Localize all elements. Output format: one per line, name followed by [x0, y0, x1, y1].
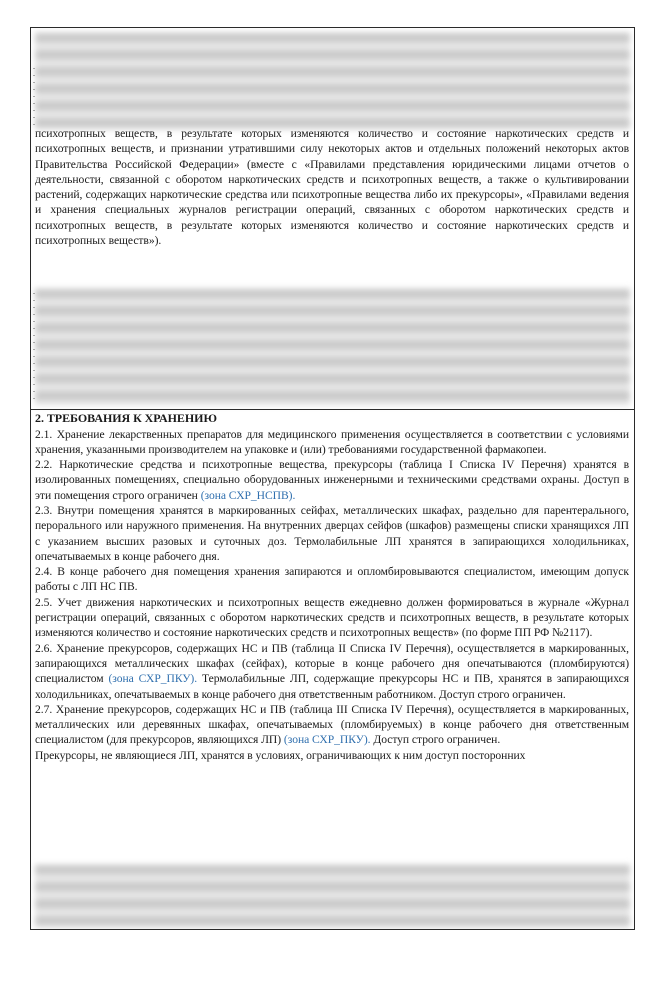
trailing-paragraph: Прекурсоры, не являющиеся ЛП, хранятся в условиях, ограничивающих к ним доступ посторонних: [35, 748, 526, 762]
clause-text-continued: Доступ строго ограничен.: [370, 733, 501, 747]
clause-number: 2.2.: [35, 458, 53, 472]
section-divider: [31, 409, 634, 410]
clause-text: Хранение лекарственных препаратов для медицинского применения осуществляется в соответствии с условиями хранения, указанными производителем на упаковке и (или) требованиями государственной фармакопеи.: [35, 427, 629, 456]
clause-number: 2.7.: [35, 702, 53, 716]
clause-number: 2.6.: [35, 641, 53, 655]
clause-text: Наркотические средства и психотропные вещества, прекурсоры (таблица I Списка IV Перечня) хранятся в изолированных помещениях, специально оборудованных инженерными и техническими средствами охраны. Доступ в эти помещения строго ограничен: [35, 458, 629, 502]
clause-number: 2.5.: [35, 595, 53, 609]
clause-2-1: [35, 427, 629, 458]
clause-2-3: [35, 503, 629, 564]
clause-2-7: [35, 702, 629, 748]
redacted-block-bottom: [35, 864, 630, 928]
clause-text: Хранение прекурсоров, содержащих НС и ПВ (таблица III Списка IV Перечня), осуществляется в маркированных, металлических или деревянных шкафах, опечатываемых (пломбируемых) в конце рабочего дня ответственным специалистом (для прекурсоров, являющихся ЛП): [35, 702, 629, 747]
clause-text: В конце рабочего дня помещения хранения запираются и опломбировываются специалистом, имеющим допуск работы с ЛП НС ПВ.: [35, 565, 629, 594]
clause-text: Хранение прекурсоров, содержащих НС и ПВ (таблица II Списка IV Перечня), осуществляется в маркированных, запирающихся металлических шкафах (сейфах), которые в конце рабочего дня опечатываются (пломбируются) специалистом: [35, 641, 629, 686]
zone-reference-pku[interactable]: (зона СХР_ПКУ).: [108, 672, 198, 686]
clause-2-2: [35, 457, 629, 503]
section-heading: 2. ТРЕБОВАНИЯ К ХРАНЕНИЮ: [35, 411, 217, 425]
clause-number: 2.1.: [35, 427, 53, 441]
document-page: [30, 27, 635, 930]
storage-requirements-section: [35, 411, 629, 763]
margin-marks: [33, 293, 35, 403]
clause-2-4: [35, 564, 629, 595]
margin-marks: [33, 68, 35, 128]
clause-text-continued: Термолабильные ЛП, содержащие прекурсоры НС и ПВ, хранятся в запирающихся холодильниках, опечатываемых в конце рабочего дня ответственным работником. Доступ строго ограничен.: [35, 672, 629, 701]
clause-2-5: [35, 595, 629, 641]
intro-text: психотропных веществ, в результате которых изменяются количество и состояние наркотических средств и психотропных веществ, и признании утратившими силу некоторых актов и отдельных положений некоторых актов Правительства Российской Федерации» (вместе с «Правилами представления юридическими лицами отчетов о деятельности, связанной с оборотом наркотических средств и психотропных веществ, а также о культивировании растений, содержащих наркотические средства или психотропные вещества либо их прекурсоры», «Правилами ведения и хранения специальных журналов регистрации операций, связанных с оборотом наркотических средств и психотропных веществ, в результате которых изменяются количество и состояние наркотических средств и психотропных веществ»).: [35, 127, 629, 248]
clause-text: Учет движения наркотических и психотропных веществ ежедневно должен формироваться в журнале «Журнал регистрации операций, связанных с оборотом наркотических средств и психотропных веществ, в результате которых изменяются количество и состояние наркотических средств и психотропных веществ» (по форме ПП РФ №2117).: [35, 595, 629, 640]
redacted-block-middle: [35, 288, 630, 406]
redacted-block-top: [35, 32, 630, 130]
clause-2-6: [35, 641, 629, 702]
intro-paragraph: [35, 126, 629, 248]
clause-text: Внутри помещения хранятся в маркированных сейфах, металлических шкафах, раздельно для парентерального, перорального или наружного применения. На внутренних дверцах сейфов (шкафов) размещены списки хранящихся ЛП с указанием высших разовых и суточных доз. Термолабильные ЛП хранятся в запирающихся холодильниках, опечатываемых в конце рабочего дня.: [35, 503, 629, 563]
zone-reference-nspv[interactable]: (зона СХР_НСПВ).: [200, 488, 296, 502]
zone-reference-pku[interactable]: (зона СХР_ПКУ).: [283, 733, 371, 747]
clause-number: 2.3.: [35, 503, 53, 517]
clause-number: 2.4.: [35, 565, 53, 579]
